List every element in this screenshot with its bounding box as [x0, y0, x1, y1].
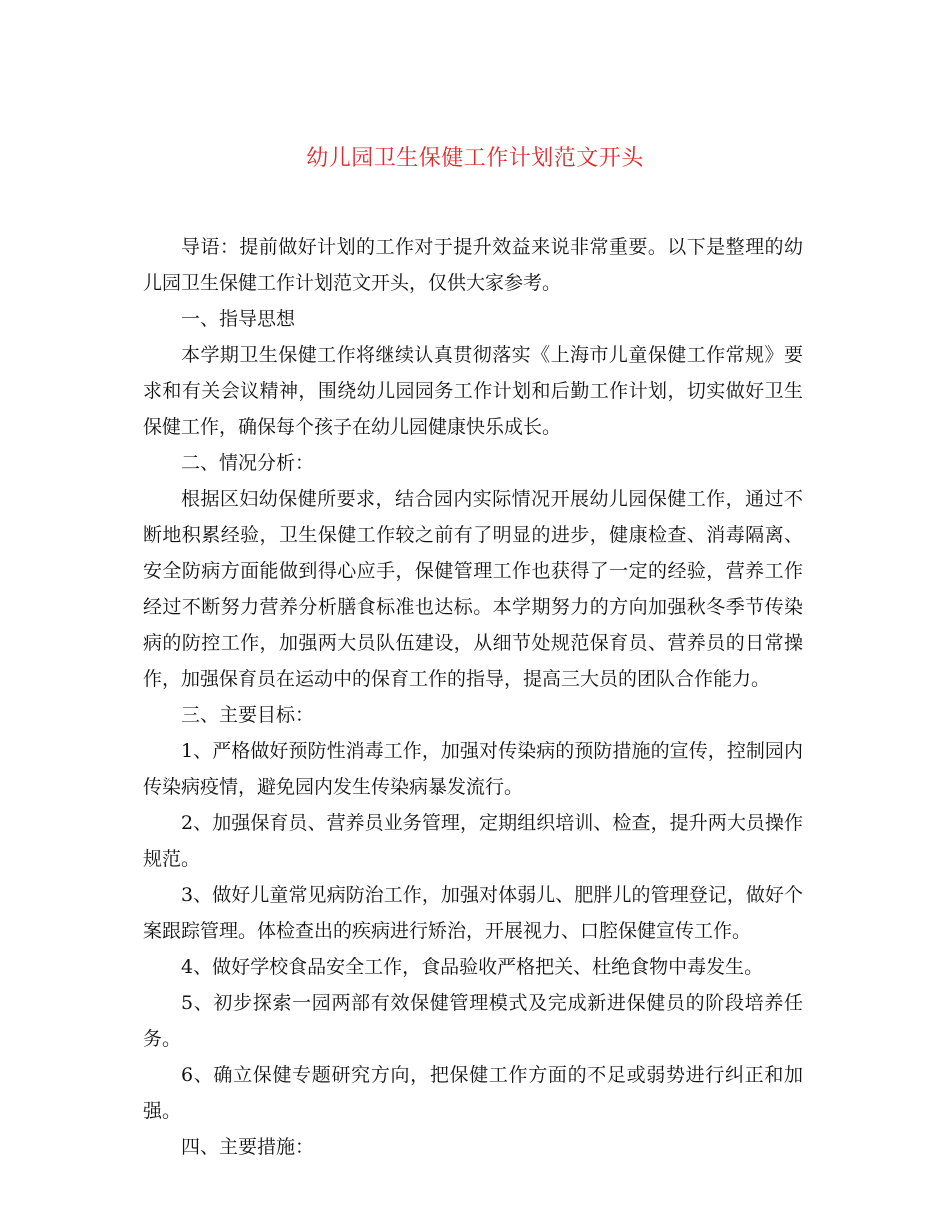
paragraph-guiding-ideology: 本学期卫生保健工作将继续认真贯彻落实《上海市儿童保健工作常规》要求和有关会议精神，围绕幼儿园园务工作计划和后勤工作计划，切实做好卫生保健工作，确保每个孩子在幼儿园健康快乐成长。 — [143, 344, 803, 438]
heading-guiding-ideology: 一、指导思想 — [181, 308, 296, 330]
document-body — [143, 229, 803, 1165]
heading-situation-analysis: 二、情况分析： — [181, 452, 315, 474]
paragraph-intro: 导语：提前做好计划的工作对于提升效益来说非常重要。以下是整理的幼儿园卫生保健工作计划范文开头，仅供大家参考。 — [143, 236, 803, 294]
goal-item-5: 5、初步探索一园两部有效保健管理模式及完成新进保健员的阶段培养任务。 — [143, 992, 803, 1050]
heading-main-goals: 三、主要目标： — [181, 704, 315, 726]
paragraph-situation-analysis: 根据区妇幼保健所要求，结合园内实际情况开展幼儿园保健工作，通过不断地积累经验，卫生保健工作较之前有了明显的进步，健康检查、消毒隔离、安全防病方面能做到得心应手，保健管理工作也获得了一定的经验，营养工作经过不断努力营养分析膳食标准也达标。本学期努力的方向加强秋冬季节传染病的防控工作，加强两大员队伍建设，从细节处规范保育员、营养员的日常操作，加强保育员在运动中的保育工作的指导，提高三大员的团队合作能力。 — [143, 488, 803, 690]
goal-item-2: 2、加强保育员、营养员业务管理，定期组织培训、检查，提升两大员操作规范。 — [143, 812, 803, 870]
goal-item-4: 4、做好学校食品安全工作，食品验收严格把关、杜绝食物中毒发生。 — [181, 956, 764, 978]
goal-item-1: 1、严格做好预防性消毒工作，加强对传染病的预防措施的宣传，控制园内传染病疫情，避免园内发生传染病暴发流行。 — [143, 740, 803, 798]
goal-item-6: 6、确立保健专题研究方向，把保健工作方面的不足或弱势进行纠正和加强。 — [143, 1064, 803, 1122]
heading-main-measures: 四、主要措施： — [181, 1136, 315, 1158]
document-title: 幼儿园卫生保健工作计划范文开头 — [306, 146, 644, 171]
goal-item-3: 3、做好儿童常见病防治工作，加强对体弱儿、肥胖儿的管理登记，做好个案跟踪管理。体检查出的疾病进行矫治，开展视力、口腔保健宣传工作。 — [143, 884, 803, 942]
